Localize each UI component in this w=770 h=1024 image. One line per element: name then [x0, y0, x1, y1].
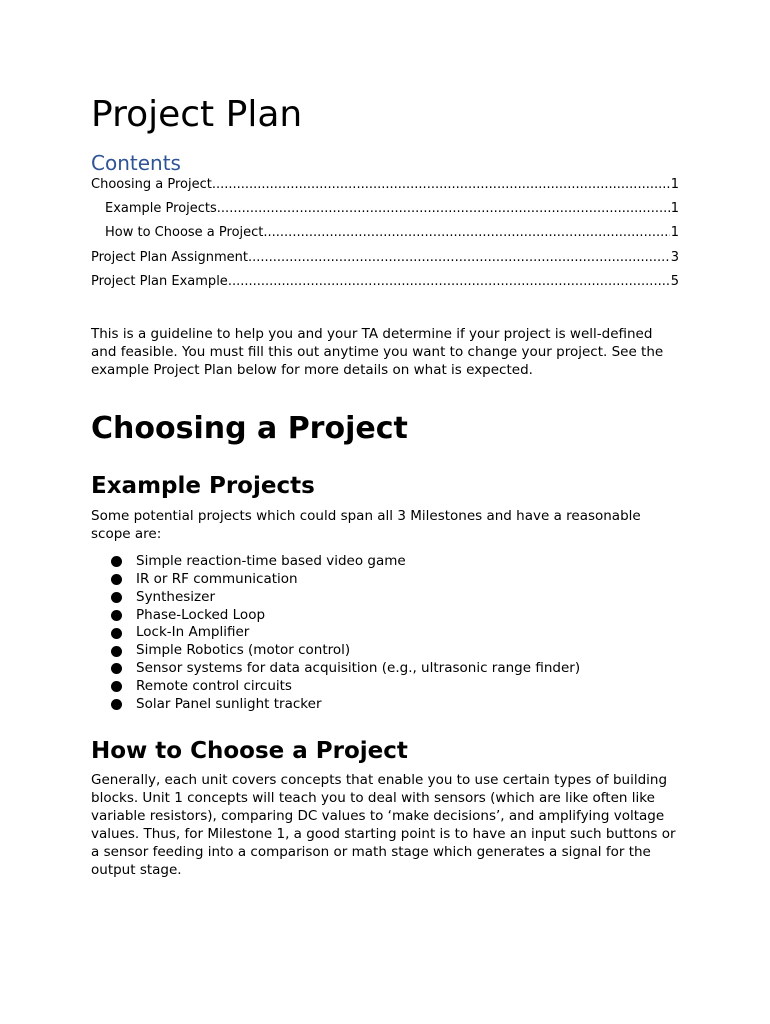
bullet-icon	[111, 628, 122, 639]
section-heading-choosing-a-project: Choosing a Project	[91, 411, 408, 446]
list-item-text: Remote control circuits	[136, 677, 292, 694]
example-projects-list	[111, 553, 580, 714]
example-projects-intro: Some potential projects which could span all 3 Milestones and have a reasonable scope are:	[91, 508, 641, 542]
toc-entry-page: 1	[670, 225, 679, 241]
toc-heading: Contents	[91, 151, 181, 175]
bullet-icon	[111, 610, 122, 621]
table-of-contents	[91, 175, 679, 296]
toc-entry-label: Project Plan Example	[91, 273, 228, 289]
toc-leader-dots	[248, 248, 670, 268]
toc-entry-label: Example Projects	[105, 201, 217, 217]
list-item	[111, 553, 580, 571]
list-item-text: IR or RF communication	[136, 570, 298, 587]
list-item	[111, 642, 580, 660]
bullet-icon	[111, 592, 122, 603]
list-item-text: Synthesizer	[136, 588, 215, 605]
toc-entry-project-plan-assignment[interactable]	[91, 248, 679, 272]
toc-entry-page: 3	[670, 249, 679, 265]
list-item	[111, 660, 580, 678]
list-item-text: Lock-In Amplifier	[136, 624, 250, 641]
toc-entry-label: How to Choose a Project	[105, 225, 264, 241]
bullet-icon	[111, 681, 122, 692]
subheading-how-to-choose: How to Choose a Project	[91, 738, 408, 764]
toc-entry-label: Choosing a Project	[91, 177, 212, 192]
document-title: Project Plan	[91, 94, 303, 135]
toc-entry-page: 5	[670, 273, 679, 289]
toc-leader-dots	[263, 223, 669, 243]
list-item	[111, 678, 580, 696]
toc-entry-example-projects[interactable]	[91, 199, 679, 223]
toc-entry-label: Project Plan Assignment	[91, 249, 248, 265]
list-item-text: Simple Robotics (motor control)	[136, 642, 351, 659]
list-item-text: Simple reaction-time based video game	[136, 553, 406, 569]
list-item	[111, 696, 580, 714]
toc-leader-dots	[217, 199, 670, 219]
bullet-icon	[111, 574, 122, 585]
toc-entry-project-plan-example[interactable]	[91, 272, 679, 296]
toc-entry-page: 1	[670, 201, 679, 217]
how-to-choose-paragraph: Generally, each unit covers concepts that enable you to use certain types of building blocks. Unit 1 concepts will teach you to deal with sensors (which are like often like variable resistors), comparing DC values to ‘make decisions’, and amplifying voltage values. Thus, for Milestone 1, a good starting point is to have an input such buttons or a sensor feeding into a comparison or math stage which generates a signal for the output stage.	[91, 772, 676, 878]
list-item-text: Phase-Locked Loop	[136, 606, 266, 623]
subheading-example-projects: Example Projects	[91, 473, 315, 499]
toc-leader-dots	[212, 175, 670, 195]
list-item	[111, 589, 580, 607]
toc-entry-how-to-choose[interactable]	[91, 223, 679, 247]
bullet-icon	[111, 663, 122, 674]
list-item-text: Sensor systems for data acquisition (e.g., ultrasonic range finder)	[136, 660, 581, 677]
list-item	[111, 624, 580, 642]
list-item-text: Solar Panel sunlight tracker	[136, 695, 322, 712]
toc-leader-dots	[228, 272, 670, 292]
toc-entry-choosing-a-project[interactable]	[91, 175, 679, 199]
toc-entry-page: 1	[670, 177, 679, 192]
bullet-icon	[111, 646, 122, 657]
bullet-icon	[111, 556, 122, 567]
list-item	[111, 607, 580, 625]
list-item	[111, 571, 580, 589]
intro-paragraph: This is a guideline to help you and your TA determine if your project is well-defined and feasible. You must fill this out anytime you want to change your project. See the example Project Plan below for more details on what is expected.	[91, 326, 664, 378]
bullet-icon	[111, 699, 122, 710]
